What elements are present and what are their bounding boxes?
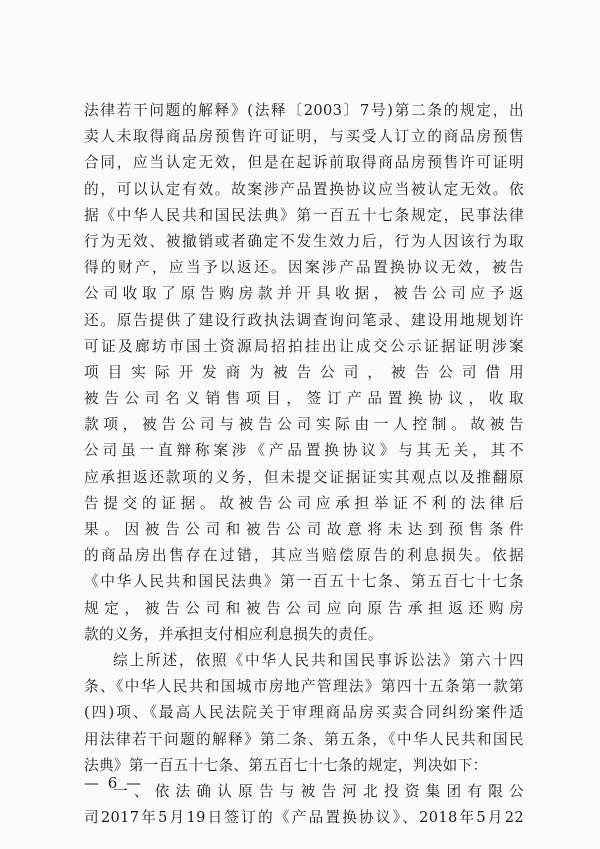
text-line: 一、依法确认原告与被告河北投资集团有限公 [113,782,524,800]
text-line: 还。原告提供了建设行政执法调查询问笔录、建设用地规划许 [84,311,524,329]
text-line: 据《中华人民共和国民法典》第一百五十七条规定，民事法律 [84,206,524,224]
text-line: 公司收取了原告购房款并开具收据，被告公司应予返 [84,285,524,303]
text-line: 可证及廊坊市国土资源局招拍挂出让成交公示证据证明涉案 [84,337,524,355]
text-line: 公司虽一直辩称案涉《产品置换协议》与其无关，其不 [84,442,524,460]
text-line: 告提交的证据。故被告公司应承担举证不利的法律后 [84,494,524,512]
text-line: 行为无效、被撤销或者确定不发生效力后，行为人因该行为取 [84,232,524,250]
text-line: 得的财产，应当予以返还。因案涉产品置换协议无效，被告 [84,259,524,277]
text-line: (四)项、《最高人民法院关于审理商品房买卖合同纠纷案件适 [84,704,524,722]
text-line: 果。因被告公司和被告公司故意将未达到预售条件 [84,521,524,538]
text-line: 项目实际开发商为被告公司，被告公司借用 [84,363,524,381]
document-body [84,98,524,831]
page-number: — 6 — [84,774,144,792]
text-line: 款的义务，并承担支付相应利息损失的责任。 [84,625,383,643]
text-line: 应承担返还款项的义务，但未提交证据证实其观点以及推翻原 [84,468,524,486]
text-line: 的商品房出售存在过错，其应当赔偿原告的利息损失。依据 [84,547,524,565]
text-line: 款项，被告公司与被告公司实际由一人控制。故被告 [84,416,524,434]
text-line: 法典》第一百五十七条、第五百七十七条的规定，判决如下： [84,756,488,774]
text-line: 《中华人民共和国民法典》第一百五十七条、第五百七十七条 [84,573,524,591]
text-line: 法律若干问题的解释》(法释〔2003〕7号)第二条的规定，出 [84,102,524,119]
text-line: 的，可以认定有效。故案涉产品置换协议应当被认定无效。依 [84,180,524,198]
text-line: 被告公司名义销售项目，签订产品置换协议，收取 [84,390,524,408]
text-line: 卖人未取得商品房预售许可证明，与买受人订立的商品房预售 [84,128,524,146]
text-line: 综上所述，依照《中华人民共和国民事诉讼法》第六十四 [113,651,524,669]
text-line: 合同，应当认定无效，但是在起诉前取得商品房预售许可证明 [84,154,524,172]
text-line: 用法律若干问题的解释》第二条、第五条，《中华人民共和国民 [84,730,524,748]
text-line: 规定，被告公司和被告公司应向原告承担返还购房 [84,599,524,617]
text-line: 条、《中华人民共和国城市房地产管理法》第四十五条第一款第 [84,678,524,696]
text-line: 司2017年5月19日签订的《产品置换协议》、2018年5月22 [84,809,524,827]
